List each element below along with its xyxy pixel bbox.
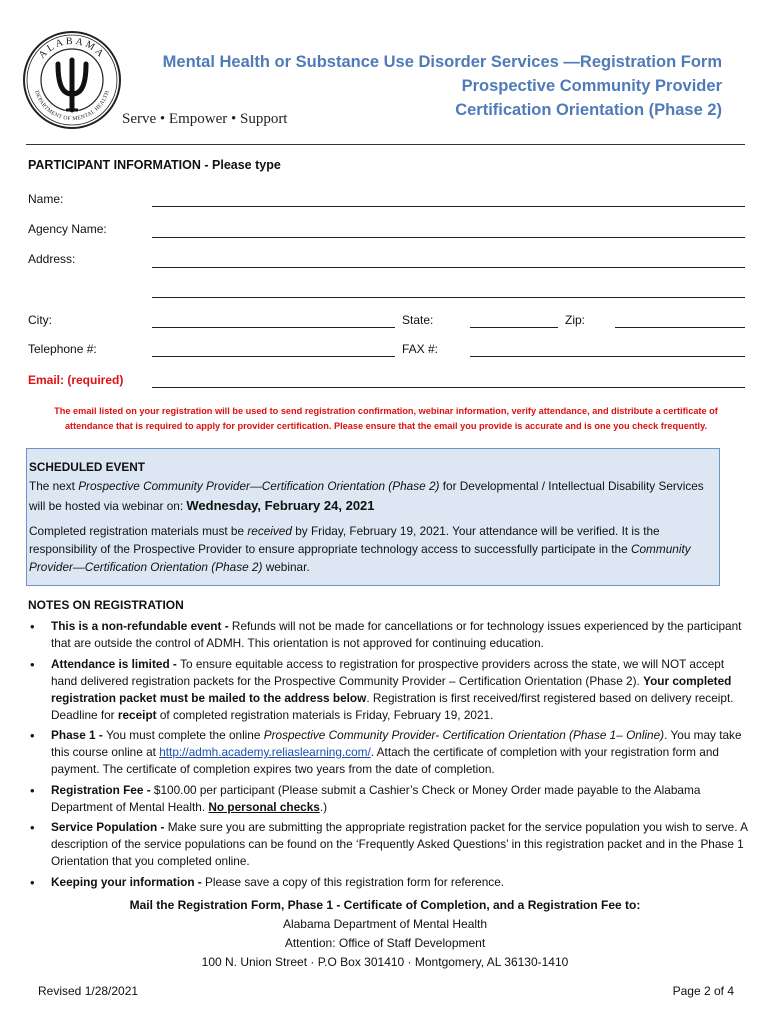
list-item: • Service Population - Make sure you are submitting the appropriate registration packet for the service population you wish to serve. A description of the service populations can be found on the ‘Frequently Asked Questions’ in this registration packet and in the Phase 1 Orientation that you completed online. xyxy=(51,819,750,870)
page-number: Page 2 of 4 xyxy=(672,984,734,998)
scheduled-event-box xyxy=(26,448,720,586)
list-item: • Attendance is limited - To ensure equitable access to registration for prospective providers across the state, we will NOT accept hand delivered registration packets for the Prospective Community Provider – Certification Orientation (Phase 2). Your completed registration packet must be mailed to the address below. Registration is first received/first registered based on delivery receipt. Deadline for receipt of completed registration materials is Friday, February 19, 2021. xyxy=(51,656,750,724)
agency-name-label: Agency Name: xyxy=(28,222,107,236)
fax-label: FAX #: xyxy=(402,342,439,356)
name-field[interactable] xyxy=(152,206,745,207)
agency-name-field[interactable] xyxy=(152,237,745,238)
mail-line-2: Attention: Office of Staff Development xyxy=(284,936,486,950)
notes-section xyxy=(28,597,750,894)
revised-date: Revised 1/28/2021 xyxy=(38,984,139,998)
event-heading: SCHEDULED EVENT xyxy=(29,460,146,474)
mail-line-3: 100 N. Union Street · P.O Box 301410 · Montgomery, AL 36130-1410 xyxy=(201,955,569,969)
address-label: Address: xyxy=(28,252,76,266)
state-field[interactable] xyxy=(470,327,558,328)
telephone-label: Telephone #: xyxy=(28,342,97,356)
state-label: State: xyxy=(402,313,434,327)
city-field[interactable] xyxy=(152,327,395,328)
zip-label: Zip: xyxy=(565,313,586,327)
admh-seal-logo xyxy=(22,30,122,130)
email-notice: The email listed on your registration will be used to send registration confirmation, webinar information, verify attendance, and distribute a certificate of attendance that is required to apply for provider certification. Please ensure that the email you provide is accurate and is one you check frequently. xyxy=(54,406,718,431)
list-item: • This is a non-refundable event - Refunds will not be made for cancellations or for technology issues experienced by the participant that are outside the control of ADMH. This orientation is not approved for continuing education. xyxy=(51,618,750,652)
svg-text:DEPARTMENT OF MENTAL HEALTH: DEPARTMENT OF MENTAL HEALTH xyxy=(33,89,111,123)
relias-learning-link[interactable]: http://admh.academy.reliaslearning.com/ xyxy=(159,745,371,759)
city-label: City: xyxy=(28,313,52,327)
svg-text:ALABAMA: ALABAMA xyxy=(36,35,108,61)
name-label: Name: xyxy=(28,192,64,206)
telephone-field[interactable] xyxy=(152,356,395,357)
header-divider xyxy=(26,144,745,145)
event-date: Wednesday, February 24, 2021 xyxy=(186,498,375,513)
mail-heading: Mail the Registration Form, Phase 1 - Certificate of Completion, and a Registration Fee to: xyxy=(129,898,641,912)
email-label: Email: (required) xyxy=(28,373,124,387)
list-item: • Registration Fee - $100.00 per participant (Please submit a Cashier’s Check or Money Order made payable to the Alabama Department of Mental Health. No personal checks.) xyxy=(51,782,750,816)
title-line-2: Prospective Community Provider xyxy=(461,77,722,95)
mailing-address xyxy=(0,896,770,972)
form-title xyxy=(163,50,722,122)
notes-heading: NOTES ON REGISTRATION xyxy=(28,598,184,612)
title-line-1: Mental Health or Substance Use Disorder Services —Registration Form xyxy=(162,53,722,71)
list-item: • Phase 1 - You must complete the online Prospective Community Provider- Certification Orientation (Phase 1– Online). You may take this course online at http://admh.academy.reliaslearning.com/. Attach the certificate of completion with your registration form and payment. The certificate of completion expires two years from the date of completion. xyxy=(51,727,750,778)
address-field-line-2[interactable] xyxy=(152,297,745,298)
list-item: • Keeping your information - Please save a copy of this registration form for reference. xyxy=(51,874,750,891)
event-paragraph-2: Completed registration materials must be received by Friday, February 19, 2021. Your attendance will be verified. It is the responsibility of the Prospective Provider to ensure appropriate technology access to successfully participate in the Community Provider—Certification Orientation (Phase 2) webinar. xyxy=(29,524,691,574)
event-paragraph-1: The next Prospective Community Provider—Certification Orientation (Phase 2) for Developmental / Intellectual Disability Services will be hosted via webinar on: Wednesday, February 24, 2021 xyxy=(29,479,704,513)
address-field-line-1[interactable] xyxy=(152,267,745,268)
title-line-3: Certification Orientation (Phase 2) xyxy=(455,101,722,119)
email-field[interactable] xyxy=(152,387,745,388)
zip-field[interactable] xyxy=(615,327,745,328)
participant-heading: PARTICIPANT INFORMATION - Please type xyxy=(28,158,281,172)
mail-line-1: Alabama Department of Mental Health xyxy=(282,917,488,931)
fax-field[interactable] xyxy=(470,356,745,357)
tagline: Serve • Empower • Support xyxy=(122,111,288,127)
